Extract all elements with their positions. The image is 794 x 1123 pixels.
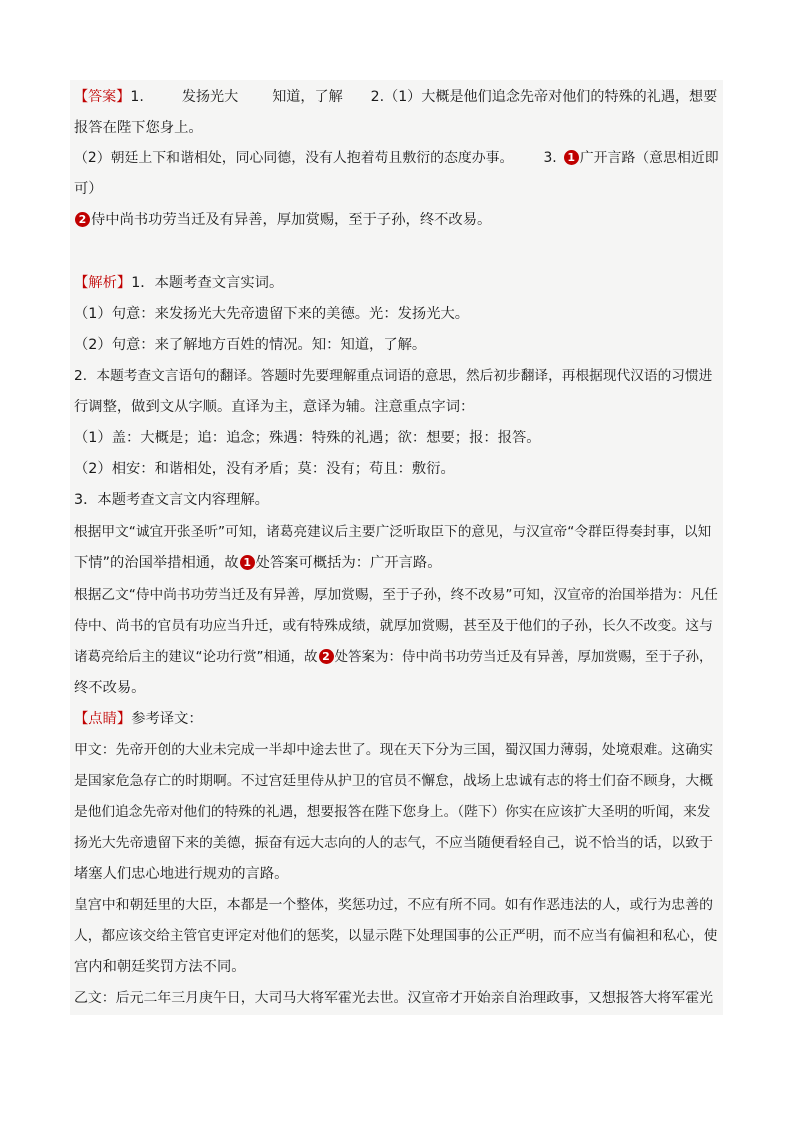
translation-line-9: 乙文：后元二年三月庚午日，大司马大将军霍光去世。汉宣帝才开始亲自治理政事，又想报答大将军霍光: [74, 990, 713, 1006]
analysis-line-6: （1）盖：大概是；追：追念；殊遇：特殊的礼遇；欲：想要；报：报答。: [74, 430, 541, 446]
analysis-text-10b: 处答案可概括为：广开言路。: [255, 555, 442, 571]
circled-number-1-icon: 1: [564, 150, 579, 165]
analysis-text-10a: 下情”的治国举措相通，故: [74, 555, 239, 571]
translation-line-1: 甲文：先帝开创的大业未完成一半却中途去世了。现在天下分为三国，蜀汉国力薄弱，处境艰难。这确实: [74, 742, 713, 758]
analysis-line-2: （1）句意：来发扬光大先帝遗留下来的美德。光：发扬光大。: [74, 306, 470, 322]
answer-3-tail: 广开言路（意思相近即: [579, 150, 719, 166]
pointer-line-title: [74, 705, 203, 733]
analysis-line-9: 根据甲文“诚宜开张圣听”可知，诸葛亮建议后主要广泛听取臣下的意见，与汉宣帝“令群臣得奏封事，以知: [74, 524, 712, 540]
answer-line-5: [74, 206, 491, 234]
answer-5-text: 侍中尚书功劳当迁及有异善，厚加赏赐，至于子孙，终不改易。: [91, 212, 492, 228]
translation-line-3: 是他们追念先帝对他们的特殊的礼遇，想要报答在陛下您身上。（陛下）你实在应该扩大圣明的听闻，来发: [74, 804, 711, 820]
pointer-label: 【点睛】: [74, 711, 132, 727]
analysis-line-14: 终不改易。: [74, 680, 146, 696]
answer-number-1: 1.: [130, 89, 144, 105]
answer-label: 【答案】: [74, 89, 131, 105]
answer-2-text: 大概是他们追念先帝对他们的特殊的礼遇，想要: [421, 89, 718, 105]
translation-line-5: 堵塞人们忠心地进行规劝的言路。: [74, 866, 289, 882]
answer-document: [70, 80, 723, 1015]
translation-line-7: 人，都应该交给主管官吏评定对他们的惩奖，以显示陛下处理国事的公正严明，而不应当有偏袒和私心，使: [74, 928, 718, 944]
answer-number-3: 3.: [543, 150, 557, 166]
translation-line-6: 皇宫中和朝廷里的大臣，本都是一个整体，奖惩功过，不应有所不同。如有作恶违法的人，或行为忠善的: [74, 897, 713, 913]
analysis-text-1: 1．本题考查文言实词。: [131, 275, 284, 291]
answer-1-a: 发扬光大: [181, 89, 239, 105]
answer-1-b: 知道，了解: [272, 89, 343, 105]
analysis-line-8: 3．本题考查文言文内容理解。: [74, 492, 269, 508]
analysis-line-3: （2）句意：来了解地方百姓的情况。知：知道，了解。: [74, 337, 427, 353]
answer-line-1: [74, 83, 717, 111]
analysis-line-10: [74, 549, 442, 577]
translation-line-4: 扬光大先帝遗留下来的美德，振奋有远大志向的人的志气，不应当随便看轻自己，说不恰当的话，以致于: [74, 835, 713, 851]
analysis-line-7: （2）相安：和谐相处，没有矛盾；莫：没有；苟且：敷衍。: [74, 461, 455, 477]
circled-number-2-icon: 2: [319, 649, 334, 664]
analysis-label: 【解析】: [74, 275, 132, 291]
answer-3-text: （2）朝廷上下和谐相处，同心同德，没有人抱着苟且敷衍的态度办事。: [74, 150, 514, 166]
analysis-text-13b: 处答案为：侍中尚书功劳当迁及有异善，厚加赏赐，至于子孙，: [334, 649, 713, 665]
analysis-line-12: 侍中、尚书的官员有功应当升迁，或有特殊成绩，就厚加赏赐，甚至及于他们的子孙，长久不改变。这与: [74, 618, 713, 634]
analysis-line-11: 根据乙文“侍中尚书功劳当迁及有异善，厚加赏赐，至于子孙，终不改易”可知，汉宣帝的治国举措为：凡任: [74, 587, 718, 603]
answer-line-3: [74, 144, 719, 172]
pointer-title: 参考译文：: [131, 711, 203, 727]
analysis-line-5: 行调整，做到文从字顺。直译为主，意译为辅。注意重点字词：: [74, 399, 475, 415]
translation-line-2: 是国家危急存亡的时期啊。不过宫廷里侍从护卫的官员不懈怠，战场上忠诚有志的将士们奋不顾身，大概: [74, 773, 713, 789]
analysis-line-1: [74, 269, 283, 297]
circled-number-2-icon: 2: [75, 212, 90, 227]
analysis-line-4: 2．本题考查文言语句的翻译。答题时先要理解重点词语的意思，然后初步翻译，再根据现代汉语的习惯进: [74, 368, 713, 384]
answer-line-4: 可）: [74, 181, 103, 197]
translation-line-8: 宫内和朝廷奖罚方法不同。: [74, 959, 246, 975]
answer-number-2: 2.（1）: [370, 89, 422, 105]
analysis-text-13a: 诸葛亮给后主的建议“论功行赏”相通，故: [74, 649, 318, 665]
analysis-line-13: [74, 643, 713, 671]
circled-number-1-icon: 1: [240, 555, 255, 570]
answer-line-2: 报答在陛下您身上。: [74, 120, 203, 136]
